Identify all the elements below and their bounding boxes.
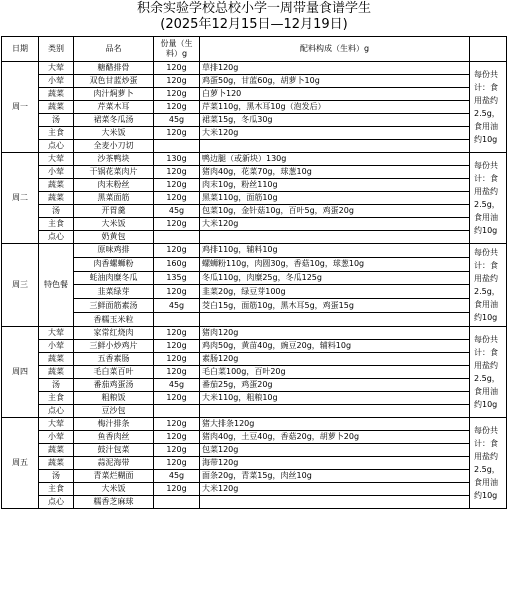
- weight-cell: 120g: [154, 327, 200, 340]
- table-row: [2, 257, 507, 271]
- ingredients-cell: 毛白菜100g，百叶20g: [200, 366, 470, 379]
- ingredients-cell: [200, 231, 470, 244]
- weight-cell: [154, 313, 200, 327]
- category-cell: 蔬菜: [39, 444, 74, 457]
- dish-cell: 豆沙包: [74, 405, 154, 418]
- header-date: 日期: [2, 37, 39, 62]
- ingredients-cell: 猪肉40g，花菜70g，球葱10g: [200, 166, 470, 179]
- ingredients-cell: [200, 313, 470, 327]
- category-cell: 蔬菜: [39, 457, 74, 470]
- ingredients-cell: 大米120g: [200, 127, 470, 140]
- ingredients-cell: 大米110g，粗粮10g: [200, 392, 470, 405]
- day-label: 周五: [2, 418, 39, 509]
- dish-cell: 原味鸡排: [74, 244, 154, 258]
- header-category: 类别: [39, 37, 74, 62]
- ingredients-cell: 包菜120g: [200, 444, 470, 457]
- weight-cell: [154, 405, 200, 418]
- weight-cell: 45g: [154, 205, 200, 218]
- dish-cell: 大米饭: [74, 127, 154, 140]
- category-cell: 主食: [39, 392, 74, 405]
- ingredients-cell: 面条20g，青菜15g，肉丝10g: [200, 470, 470, 483]
- dish-cell: 干锅花菜肉片: [74, 166, 154, 179]
- ingredients-cell: 猪大排条120g: [200, 418, 470, 431]
- category-cell: 小荤: [39, 166, 74, 179]
- menu-body: [2, 62, 507, 509]
- dish-cell: 糖醋排骨: [74, 62, 154, 75]
- category-cell: 蔬菜: [39, 192, 74, 205]
- category-cell: 汤: [39, 114, 74, 127]
- table-row: [2, 140, 507, 153]
- table-row: [2, 192, 507, 205]
- day-label: 周三: [2, 244, 39, 327]
- weight-cell: 45g: [154, 379, 200, 392]
- weight-cell: 120g: [154, 218, 200, 231]
- weight-cell: [154, 231, 200, 244]
- dish-cell: 大米饭: [74, 483, 154, 496]
- weight-cell: 45g: [154, 114, 200, 127]
- table-row: [2, 418, 507, 431]
- table-row: [2, 271, 507, 285]
- weight-cell: 120g: [154, 101, 200, 114]
- dish-cell: 鼓汁包菜: [74, 444, 154, 457]
- dish-cell: 粗粮饭: [74, 392, 154, 405]
- ingredients-cell: 黑菜110g，面筋10g: [200, 192, 470, 205]
- category-cell: 大荤: [39, 62, 74, 75]
- table-row: [2, 101, 507, 114]
- ingredients-cell: 大米120g: [200, 218, 470, 231]
- header-note: [470, 37, 507, 62]
- dish-cell: 香糯玉米粒: [74, 313, 154, 327]
- table-row: [2, 244, 507, 258]
- ingredients-cell: 猪肉120g: [200, 327, 470, 340]
- dish-cell: 芹菜木耳: [74, 101, 154, 114]
- table-row: [2, 205, 507, 218]
- table-row: [2, 470, 507, 483]
- table-row: [2, 75, 507, 88]
- nutrition-note: 每份共计：食用盐约2.5g，食用油约10g: [470, 327, 507, 418]
- weight-cell: 120g: [154, 285, 200, 299]
- header-weight: 份量（生料）g: [154, 37, 200, 62]
- category-cell: 蔬菜: [39, 179, 74, 192]
- dish-cell: 奶黄包: [74, 231, 154, 244]
- weight-cell: 120g: [154, 392, 200, 405]
- category-cell: 汤: [39, 379, 74, 392]
- ingredients-cell: 白萝卜120: [200, 88, 470, 101]
- weight-cell: 120g: [154, 192, 200, 205]
- ingredients-cell: [200, 496, 470, 509]
- dish-cell: 裙菜冬瓜汤: [74, 114, 154, 127]
- table-row: [2, 431, 507, 444]
- dish-cell: 五香素肠: [74, 353, 154, 366]
- dish-cell: 三鲜小炒鸡片: [74, 340, 154, 353]
- table-row: [2, 444, 507, 457]
- weight-cell: 120g: [154, 353, 200, 366]
- table-row: [2, 313, 507, 327]
- dish-cell: 糯香芝麻球: [74, 496, 154, 509]
- weight-cell: 120g: [154, 418, 200, 431]
- category-cell: 大荤: [39, 418, 74, 431]
- table-row: [2, 366, 507, 379]
- dish-cell: 沙茶鸭块: [74, 153, 154, 166]
- weight-cell: 120g: [154, 166, 200, 179]
- page-subtitle: (2025年12月15日—12月19日): [160, 17, 348, 32]
- table-row: [2, 218, 507, 231]
- weight-cell: 120g: [154, 444, 200, 457]
- category-cell: 主食: [39, 483, 74, 496]
- nutrition-note: 每份共计：食用盐约2.5g，食用油约10g: [470, 62, 507, 153]
- ingredients-cell: 素肠120g: [200, 353, 470, 366]
- category-cell: 小荤: [39, 431, 74, 444]
- weight-cell: 120g: [154, 127, 200, 140]
- header-dish: 品名: [74, 37, 154, 62]
- ingredients-cell: 韭菜20g，绿豆芽100g: [200, 285, 470, 299]
- table-row: [2, 392, 507, 405]
- dish-cell: 三鲜面筋素汤: [74, 299, 154, 313]
- dish-cell: 黑菜面筋: [74, 192, 154, 205]
- ingredients-cell: 草排120g: [200, 62, 470, 75]
- ingredients-cell: 鸭边腿（或新块）130g: [200, 153, 470, 166]
- dish-cell: 开胃羹: [74, 205, 154, 218]
- ingredients-cell: 猪肉40g，土豆40g，香菇20g，胡萝卜20g: [200, 431, 470, 444]
- category-cell: 小荤: [39, 340, 74, 353]
- weight-cell: 130g: [154, 153, 200, 166]
- dish-cell: 双色甘蓝炒蛋: [74, 75, 154, 88]
- ingredients-cell: 鸡肉50g，黄苗40g，豌豆20g，辅料10g: [200, 340, 470, 353]
- weight-cell: [154, 496, 200, 509]
- category-cell: 汤: [39, 205, 74, 218]
- weight-cell: 120g: [154, 244, 200, 258]
- day-label: 周一: [2, 62, 39, 153]
- table-row: [2, 88, 507, 101]
- day-label: 周二: [2, 153, 39, 244]
- dish-cell: 鱼香肉丝: [74, 431, 154, 444]
- dish-cell: 毛白菜百叶: [74, 366, 154, 379]
- dish-cell: 家常红烧肉: [74, 327, 154, 340]
- dish-cell: 全麦小刀切: [74, 140, 154, 153]
- header-ingredients: 配料构成（生料）g: [200, 37, 470, 62]
- ingredients-cell: 海带120g: [200, 457, 470, 470]
- table-row: [2, 231, 507, 244]
- ingredients-cell: 肉末10g，粉丝110g: [200, 179, 470, 192]
- category-cell: 大荤: [39, 327, 74, 340]
- dish-cell: 肉末粉丝: [74, 179, 154, 192]
- table-row: [2, 405, 507, 418]
- dish-cell: 韭菜绿芽: [74, 285, 154, 299]
- day-label: 周四: [2, 327, 39, 418]
- nutrition-note: 每份共计：食用盐约2.5g，食用油约10g: [470, 153, 507, 244]
- table-row: [2, 457, 507, 470]
- dish-cell: 番茄鸡蛋汤: [74, 379, 154, 392]
- category-cell: 点心: [39, 231, 74, 244]
- dish-cell: 梅汁排条: [74, 418, 154, 431]
- table-row: [2, 153, 507, 166]
- table-row: [2, 379, 507, 392]
- ingredients-cell: 鸡蛋50g，甘蓝60g，胡萝卜10g: [200, 75, 470, 88]
- table-row: [2, 340, 507, 353]
- weight-cell: 45g: [154, 299, 200, 313]
- ingredients-cell: 裙菜15g，冬瓜30g: [200, 114, 470, 127]
- weight-cell: 120g: [154, 179, 200, 192]
- category-cell: 蔬菜: [39, 366, 74, 379]
- ingredients-cell: 大米120g: [200, 483, 470, 496]
- weight-cell: 45g: [154, 470, 200, 483]
- dish-cell: 肉汁焖萝卜: [74, 88, 154, 101]
- table-row: [2, 127, 507, 140]
- weight-cell: 120g: [154, 366, 200, 379]
- ingredients-cell: [200, 405, 470, 418]
- table-row: [2, 166, 507, 179]
- nutrition-note: 每份共计：食用盐约2.5g，食用油约10g: [470, 418, 507, 509]
- ingredients-cell: 包菜10g，金针菇10g，百叶5g，鸡蛋20g: [200, 205, 470, 218]
- ingredients-cell: 番茄25g，鸡蛋20g: [200, 379, 470, 392]
- category-cell: 大荤: [39, 153, 74, 166]
- weight-cell: 120g: [154, 62, 200, 75]
- category-cell: 小荤: [39, 75, 74, 88]
- dish-cell: 蒜泥海带: [74, 457, 154, 470]
- category-cell: 蔬菜: [39, 88, 74, 101]
- ingredients-cell: 芹菜110g，黑木耳10g（泡发后）: [200, 101, 470, 114]
- category-cell: 特色餐: [39, 244, 74, 327]
- category-cell: 点心: [39, 405, 74, 418]
- table-row: [2, 285, 507, 299]
- nutrition-note: 每份共计：食用盐约2.5g，食用油约10g: [470, 244, 507, 327]
- category-cell: 汤: [39, 470, 74, 483]
- weight-cell: 120g: [154, 457, 200, 470]
- category-cell: 主食: [39, 127, 74, 140]
- menu-table: [1, 36, 507, 509]
- category-cell: 蔬菜: [39, 101, 74, 114]
- weight-cell: 120g: [154, 88, 200, 101]
- table-row: [2, 496, 507, 509]
- weight-cell: 160g: [154, 257, 200, 271]
- dish-cell: 青菜烂糊面: [74, 470, 154, 483]
- category-cell: 蔬菜: [39, 353, 74, 366]
- ingredients-cell: 鸡排110g，辅料10g: [200, 244, 470, 258]
- dish-cell: 大米饭: [74, 218, 154, 231]
- table-row: [2, 327, 507, 340]
- weight-cell: 135g: [154, 271, 200, 285]
- table-row: [2, 353, 507, 366]
- category-cell: 点心: [39, 140, 74, 153]
- table-row: [2, 179, 507, 192]
- dish-cell: 蚝油肉糜冬瓜: [74, 271, 154, 285]
- weight-cell: 120g: [154, 431, 200, 444]
- category-cell: 点心: [39, 496, 74, 509]
- table-row: [2, 62, 507, 75]
- dish-cell: 肉香螺蛳粉: [74, 257, 154, 271]
- weight-cell: [154, 140, 200, 153]
- ingredients-cell: 螺蛳粉110g，肉圆30g，香菇10g，球葱10g: [200, 257, 470, 271]
- weight-cell: 120g: [154, 340, 200, 353]
- ingredients-cell: 茭白15g，面筋10g，黑木耳5g，鸡蛋15g: [200, 299, 470, 313]
- page-title: 积余实验学校总校小学一周带量食谱学生: [136, 1, 371, 16]
- ingredients-cell: [200, 140, 470, 153]
- table-row: [2, 299, 507, 313]
- table-row: [2, 114, 507, 127]
- table-row: [2, 483, 507, 496]
- ingredients-cell: 冬瓜110g，肉糜25g，冬瓜125g: [200, 271, 470, 285]
- weight-cell: 120g: [154, 75, 200, 88]
- category-cell: 主食: [39, 218, 74, 231]
- weight-cell: 120g: [154, 483, 200, 496]
